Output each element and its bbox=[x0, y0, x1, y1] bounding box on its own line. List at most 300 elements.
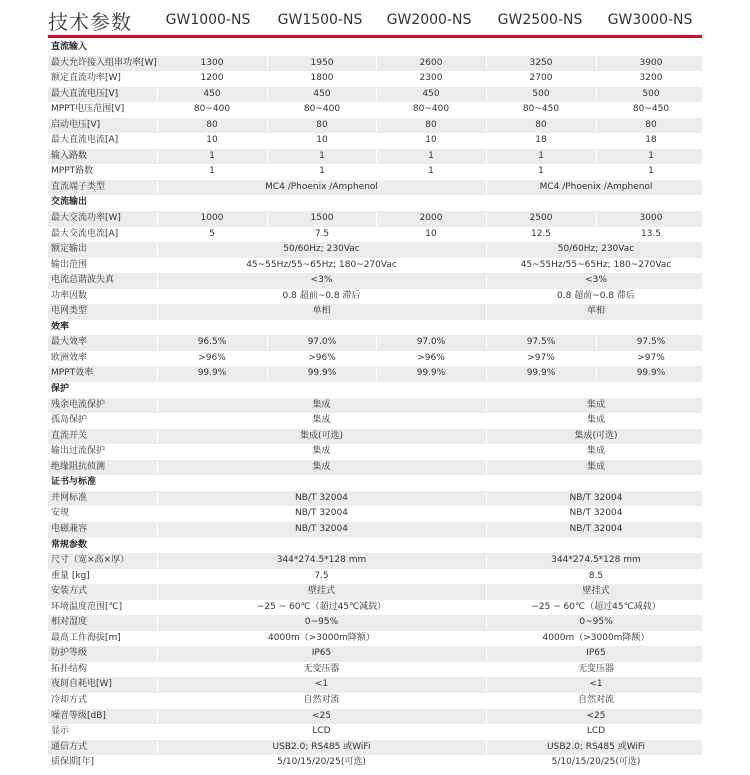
column-divider bbox=[157, 725, 158, 739]
column-divider bbox=[157, 352, 158, 366]
table-cell: 1800 bbox=[310, 73, 334, 84]
column-divider bbox=[157, 103, 158, 117]
table-cell: LCD bbox=[586, 726, 606, 737]
table-cell: 500 bbox=[532, 88, 550, 99]
row-label: 拓扑结构 bbox=[51, 663, 88, 674]
table-cell: 80~400 bbox=[303, 104, 341, 115]
table-cell: 80~400 bbox=[193, 104, 231, 115]
column-divider bbox=[376, 72, 377, 86]
column-divider bbox=[486, 725, 487, 739]
table-cell: NB/T 32004 bbox=[295, 492, 348, 503]
table-row bbox=[48, 289, 702, 305]
table-cell: 10 bbox=[425, 135, 437, 146]
table-row bbox=[48, 444, 702, 460]
column-divider bbox=[486, 756, 487, 770]
table-cell: 3200 bbox=[639, 73, 663, 84]
column-divider bbox=[157, 399, 158, 413]
table-cell: 0.8 超前~0.8 滞后 bbox=[282, 290, 361, 301]
column-divider bbox=[486, 399, 487, 413]
column-divider bbox=[486, 601, 487, 615]
table-row bbox=[48, 273, 702, 289]
column-divider bbox=[267, 228, 268, 242]
table-cell: 1 bbox=[209, 150, 215, 161]
table-cell: 97.0% bbox=[416, 337, 446, 348]
table-row bbox=[48, 584, 702, 600]
table-cell: 壁挂式 bbox=[307, 586, 335, 597]
table-cell: 1 bbox=[209, 166, 215, 177]
row-label: 质保期[年] bbox=[51, 757, 95, 768]
row-label: 噪音等级[dB] bbox=[51, 710, 106, 721]
section-header bbox=[48, 538, 702, 554]
column-divider bbox=[486, 336, 487, 350]
column-divider bbox=[157, 678, 158, 692]
table-cell: 1300 bbox=[200, 57, 224, 68]
table-cell: 80 bbox=[645, 119, 657, 130]
table-cell: 集成(可选) bbox=[299, 430, 344, 441]
table-cell: 1200 bbox=[200, 73, 224, 84]
column-divider bbox=[267, 134, 268, 148]
row-label: 输入路数 bbox=[51, 150, 88, 161]
column-divider bbox=[157, 134, 158, 148]
table-cell: 13.5 bbox=[640, 228, 662, 239]
column-divider bbox=[486, 461, 487, 475]
table-cell: 2300 bbox=[419, 73, 443, 84]
column-divider bbox=[157, 756, 158, 770]
table-row bbox=[48, 553, 702, 569]
column-divider bbox=[157, 72, 158, 86]
column-divider bbox=[267, 72, 268, 86]
column-divider bbox=[376, 336, 377, 350]
table-cell: 集成 bbox=[586, 399, 605, 410]
column-divider bbox=[596, 134, 597, 148]
column-divider bbox=[267, 165, 268, 179]
table-row bbox=[48, 662, 702, 678]
spec-table bbox=[48, 40, 702, 771]
table-cell: 3900 bbox=[639, 57, 663, 68]
table-cell: MC4 /Phoenix /Amphenol bbox=[265, 181, 378, 192]
column-divider bbox=[376, 212, 377, 226]
table-cell: 1 bbox=[319, 150, 325, 161]
model-header: GW2000-NS bbox=[386, 12, 472, 28]
column-divider bbox=[486, 352, 487, 366]
column-divider bbox=[157, 554, 158, 568]
table-cell: 96.5% bbox=[197, 337, 227, 348]
row-label: 最大交流功率[W] bbox=[51, 213, 121, 224]
column-divider bbox=[596, 119, 597, 133]
model-header: GW2500-NS bbox=[497, 12, 583, 28]
table-row bbox=[48, 429, 702, 445]
table-row bbox=[48, 133, 702, 149]
header-divider bbox=[48, 35, 702, 38]
column-divider bbox=[157, 632, 158, 646]
row-label: 直流开关 bbox=[51, 430, 88, 441]
column-divider bbox=[267, 352, 268, 366]
column-divider bbox=[267, 150, 268, 164]
row-label: 输出过流保护 bbox=[51, 446, 106, 457]
table-cell: 壁挂式 bbox=[582, 586, 610, 597]
table-cell: 50/60Hz; 230Vac bbox=[283, 244, 360, 255]
table-cell: >96% bbox=[417, 352, 445, 363]
table-row bbox=[48, 460, 702, 476]
column-divider bbox=[596, 212, 597, 226]
table-cell: 97.0% bbox=[307, 337, 337, 348]
column-divider bbox=[157, 290, 158, 304]
column-divider bbox=[486, 290, 487, 304]
table-row bbox=[48, 102, 702, 118]
column-divider bbox=[486, 103, 487, 117]
column-divider bbox=[157, 228, 158, 242]
table-row bbox=[48, 615, 702, 631]
table-cell: 2000 bbox=[419, 213, 443, 224]
table-cell: 集成 bbox=[312, 461, 331, 472]
row-label: 直流端子类型 bbox=[51, 181, 106, 192]
column-divider bbox=[486, 523, 487, 537]
table-cell: 集成 bbox=[312, 399, 331, 410]
column-divider bbox=[486, 554, 487, 568]
table-row bbox=[48, 366, 702, 382]
table-cell: <1 bbox=[589, 679, 603, 690]
column-divider bbox=[157, 663, 158, 677]
table-row bbox=[48, 258, 702, 274]
table-cell: 99.9% bbox=[307, 368, 337, 379]
row-label: 额定直流功率[W] bbox=[51, 73, 121, 84]
row-label: MPPT路数 bbox=[51, 166, 94, 177]
column-divider bbox=[596, 228, 597, 242]
table-cell: 3250 bbox=[529, 57, 553, 68]
table-cell: 500 bbox=[642, 88, 660, 99]
table-cell: 单相 bbox=[586, 306, 605, 317]
table-cell: 80~400 bbox=[412, 104, 450, 115]
column-divider bbox=[486, 72, 487, 86]
table-row bbox=[48, 413, 702, 429]
column-divider bbox=[267, 103, 268, 117]
table-cell: 1 bbox=[648, 150, 654, 161]
table-cell: <25 bbox=[312, 710, 331, 721]
table-row bbox=[48, 211, 702, 227]
table-row bbox=[48, 506, 702, 522]
column-divider bbox=[486, 570, 487, 584]
column-divider bbox=[267, 367, 268, 381]
column-divider bbox=[486, 212, 487, 226]
table-cell: 99.9% bbox=[416, 368, 446, 379]
column-divider bbox=[596, 165, 597, 179]
table-row bbox=[48, 87, 702, 103]
table-row bbox=[48, 646, 702, 662]
column-divider bbox=[157, 165, 158, 179]
table-row bbox=[48, 335, 702, 351]
table-cell: NB/T 32004 bbox=[569, 523, 623, 534]
table-cell: 10 bbox=[425, 228, 437, 239]
row-label: 并网标准 bbox=[51, 492, 88, 503]
column-divider bbox=[486, 585, 487, 599]
row-label: 欧洲效率 bbox=[51, 352, 88, 363]
section-header bbox=[48, 382, 702, 398]
column-divider bbox=[596, 150, 597, 164]
table-cell: 12.5 bbox=[530, 228, 552, 239]
section-header bbox=[48, 40, 702, 56]
table-cell: <1 bbox=[314, 679, 329, 690]
table-cell: 80 bbox=[316, 119, 328, 130]
table-cell: 99.9% bbox=[197, 368, 227, 379]
column-divider bbox=[157, 461, 158, 475]
table-cell: 集成 bbox=[312, 446, 331, 457]
table-row bbox=[48, 569, 702, 585]
column-divider bbox=[596, 352, 597, 366]
table-row bbox=[48, 118, 702, 134]
column-divider bbox=[157, 601, 158, 615]
table-cell: 344*274.5*128 mm bbox=[276, 555, 367, 566]
table-cell: 97.5% bbox=[526, 337, 556, 348]
table-cell: 1 bbox=[538, 150, 544, 161]
column-divider bbox=[267, 119, 268, 133]
table-row bbox=[48, 522, 702, 538]
table-cell: −25 ~ 60℃（超过45℃减载） bbox=[256, 601, 387, 612]
table-cell: 450 bbox=[313, 88, 331, 99]
column-divider bbox=[157, 367, 158, 381]
column-divider bbox=[376, 88, 377, 102]
table-cell: 99.9% bbox=[526, 368, 556, 379]
column-divider bbox=[157, 570, 158, 584]
table-cell: 集成 bbox=[586, 446, 605, 457]
page-title: 技术参数 bbox=[48, 10, 132, 34]
table-cell: IP65 bbox=[586, 648, 606, 659]
table-row bbox=[48, 71, 702, 87]
column-divider bbox=[376, 228, 377, 242]
column-divider bbox=[157, 694, 158, 708]
column-divider bbox=[486, 134, 487, 148]
column-divider bbox=[486, 119, 487, 133]
row-label: 最大直流电流[A] bbox=[51, 135, 119, 146]
table-cell: 80~450 bbox=[522, 104, 560, 115]
column-divider bbox=[157, 492, 158, 506]
column-divider bbox=[486, 710, 487, 724]
row-label: 相对湿度 bbox=[51, 617, 88, 628]
column-divider bbox=[486, 632, 487, 646]
table-cell: NB/T 32004 bbox=[569, 492, 623, 503]
table-cell: 18 bbox=[645, 135, 657, 146]
table-cell: 4000m（>3000m降额） bbox=[542, 632, 650, 643]
column-divider bbox=[486, 367, 487, 381]
column-divider bbox=[157, 336, 158, 350]
table-cell: 1 bbox=[428, 150, 434, 161]
column-divider bbox=[596, 57, 597, 71]
row-label: 最大效率 bbox=[51, 337, 88, 348]
column-divider bbox=[486, 663, 487, 677]
table-cell: 10 bbox=[316, 135, 328, 146]
column-divider bbox=[157, 585, 158, 599]
table-cell: 0~95% bbox=[304, 617, 339, 628]
column-divider bbox=[157, 647, 158, 661]
row-label: 夜间自耗电[W] bbox=[51, 679, 112, 690]
table-cell: 集成(可选) bbox=[574, 430, 618, 441]
table-cell: 45~55Hz/55~65Hz; 180~270Vac bbox=[520, 259, 672, 270]
column-divider bbox=[486, 445, 487, 459]
table-cell: 0.8 超前~0.8 滞后 bbox=[557, 290, 635, 301]
table-cell: 80 bbox=[206, 119, 218, 130]
table-cell: 18 bbox=[535, 135, 547, 146]
column-divider bbox=[596, 103, 597, 117]
section-title: 交流输出 bbox=[51, 197, 88, 208]
column-divider bbox=[157, 181, 158, 195]
row-label: 输出范围 bbox=[51, 259, 88, 270]
column-divider bbox=[596, 88, 597, 102]
table-row bbox=[48, 164, 702, 180]
row-label: 防护等级 bbox=[51, 648, 88, 659]
row-label: 重量 [kg] bbox=[51, 570, 90, 581]
row-label: 启动电压[V] bbox=[51, 119, 101, 130]
section-title: 保护 bbox=[51, 384, 70, 395]
table-cell: 10 bbox=[206, 135, 218, 146]
table-row bbox=[48, 398, 702, 414]
column-divider bbox=[157, 710, 158, 724]
table-cell: 0~95% bbox=[579, 617, 613, 628]
row-label: MPPT电压范围[V] bbox=[51, 104, 125, 115]
column-divider bbox=[486, 274, 487, 288]
column-divider bbox=[486, 88, 487, 102]
row-label: 安规 bbox=[51, 508, 70, 519]
table-cell: >96% bbox=[308, 352, 336, 363]
section-header bbox=[48, 475, 702, 491]
column-divider bbox=[486, 492, 487, 506]
row-label: 额定输出 bbox=[51, 244, 88, 255]
column-divider bbox=[376, 57, 377, 71]
table-row bbox=[48, 755, 702, 771]
column-divider bbox=[157, 274, 158, 288]
column-divider bbox=[157, 243, 158, 257]
column-divider bbox=[486, 181, 487, 195]
row-label: 电网类型 bbox=[51, 306, 88, 317]
table-cell: 1 bbox=[648, 166, 654, 177]
column-divider bbox=[376, 150, 377, 164]
table-cell: 50/60Hz; 230Vac bbox=[557, 244, 635, 255]
table-cell: USB2.0; RS485 或WiFi bbox=[272, 741, 371, 752]
column-divider bbox=[596, 72, 597, 86]
table-cell: 自然对流 bbox=[303, 694, 340, 705]
table-cell: 3000 bbox=[639, 213, 663, 224]
table-row bbox=[48, 351, 702, 367]
column-divider bbox=[267, 88, 268, 102]
table-row bbox=[48, 227, 702, 243]
column-divider bbox=[486, 57, 487, 71]
table-row bbox=[48, 740, 702, 756]
row-label: 最高工作海拔[m] bbox=[51, 632, 121, 643]
row-label: 功率因数 bbox=[51, 290, 88, 301]
table-cell: 2500 bbox=[529, 213, 553, 224]
column-divider bbox=[596, 336, 597, 350]
row-label: 冷却方式 bbox=[51, 694, 88, 705]
table-cell: 80 bbox=[425, 119, 437, 130]
table-cell: 97.5% bbox=[636, 337, 666, 348]
column-divider bbox=[596, 367, 597, 381]
column-divider bbox=[486, 259, 487, 273]
table-cell: 单相 bbox=[312, 306, 331, 317]
section-title: 效率 bbox=[51, 321, 70, 332]
table-cell: 集成 bbox=[312, 415, 331, 426]
column-divider bbox=[486, 430, 487, 444]
column-divider bbox=[157, 741, 158, 755]
row-label: 电流总谐波失真 bbox=[51, 275, 115, 286]
table-cell: >97% bbox=[637, 352, 665, 363]
row-label: 尺寸（宽×高×厚） bbox=[51, 555, 130, 566]
section-header bbox=[48, 320, 702, 336]
column-divider bbox=[157, 150, 158, 164]
column-divider bbox=[486, 741, 487, 755]
section-title: 证书与标准 bbox=[51, 477, 97, 488]
column-divider bbox=[157, 430, 158, 444]
table-cell: 45~55Hz/55~65Hz; 180~270Vac bbox=[246, 259, 397, 270]
column-divider bbox=[267, 57, 268, 71]
table-cell: 无变压器 bbox=[303, 663, 340, 674]
table-cell: 7.5 bbox=[314, 228, 330, 239]
table-cell: 8.5 bbox=[588, 570, 604, 581]
table-cell: LCD bbox=[312, 726, 331, 737]
column-divider bbox=[157, 523, 158, 537]
column-divider bbox=[486, 678, 487, 692]
column-divider bbox=[376, 119, 377, 133]
table-cell: 无变压器 bbox=[577, 663, 614, 674]
column-divider bbox=[376, 367, 377, 381]
table-cell: <25 bbox=[586, 710, 606, 721]
row-label: 最大交流电流[A] bbox=[51, 228, 119, 239]
column-divider bbox=[157, 507, 158, 521]
model-header: GW3000-NS bbox=[607, 12, 693, 28]
table-row bbox=[48, 180, 702, 196]
table-row bbox=[48, 600, 702, 616]
column-divider bbox=[486, 694, 487, 708]
table-cell: 2700 bbox=[529, 73, 553, 84]
column-divider bbox=[486, 507, 487, 521]
table-cell: 1500 bbox=[310, 213, 334, 224]
table-cell: 1950 bbox=[310, 57, 334, 68]
table-cell: 集成 bbox=[586, 461, 605, 472]
table-cell: 1 bbox=[538, 166, 544, 177]
table-cell: 1000 bbox=[200, 213, 224, 224]
table-cell: >97% bbox=[527, 352, 555, 363]
row-label: 通信方式 bbox=[51, 741, 88, 752]
column-divider bbox=[486, 228, 487, 242]
row-label: 最大允许接入组串功率[W] bbox=[51, 57, 157, 68]
table-cell: 1 bbox=[428, 166, 434, 177]
column-divider bbox=[376, 134, 377, 148]
column-divider bbox=[157, 445, 158, 459]
table-row bbox=[48, 149, 702, 165]
table-cell: 80~450 bbox=[632, 104, 670, 115]
table-cell: 1 bbox=[319, 166, 325, 177]
table-cell: 80 bbox=[535, 119, 547, 130]
row-label: 安装方式 bbox=[51, 586, 88, 597]
section-header bbox=[48, 195, 702, 211]
table-cell: 集成 bbox=[586, 415, 605, 426]
table-cell: NB/T 32004 bbox=[295, 508, 348, 519]
table-cell: USB2.0; RS485 或WiFi bbox=[547, 741, 645, 752]
header bbox=[0, 0, 750, 38]
column-divider bbox=[486, 647, 487, 661]
table-cell: >96% bbox=[198, 352, 226, 363]
row-label: 最大直流电压[V] bbox=[51, 88, 119, 99]
table-row bbox=[48, 491, 702, 507]
table-row bbox=[48, 709, 702, 725]
table-cell: 4000m（>3000m降额） bbox=[268, 632, 375, 643]
column-divider bbox=[157, 88, 158, 102]
row-label: 电磁兼容 bbox=[51, 523, 88, 534]
table-cell: 2600 bbox=[419, 57, 443, 68]
row-label: 绝缘阻抗侦测 bbox=[51, 461, 106, 472]
table-row bbox=[48, 242, 702, 258]
row-label: 残余电流保护 bbox=[51, 399, 106, 410]
column-divider bbox=[486, 414, 487, 428]
section-title: 常规参数 bbox=[51, 539, 88, 550]
row-label: 环境温度范围[℃] bbox=[51, 601, 123, 612]
